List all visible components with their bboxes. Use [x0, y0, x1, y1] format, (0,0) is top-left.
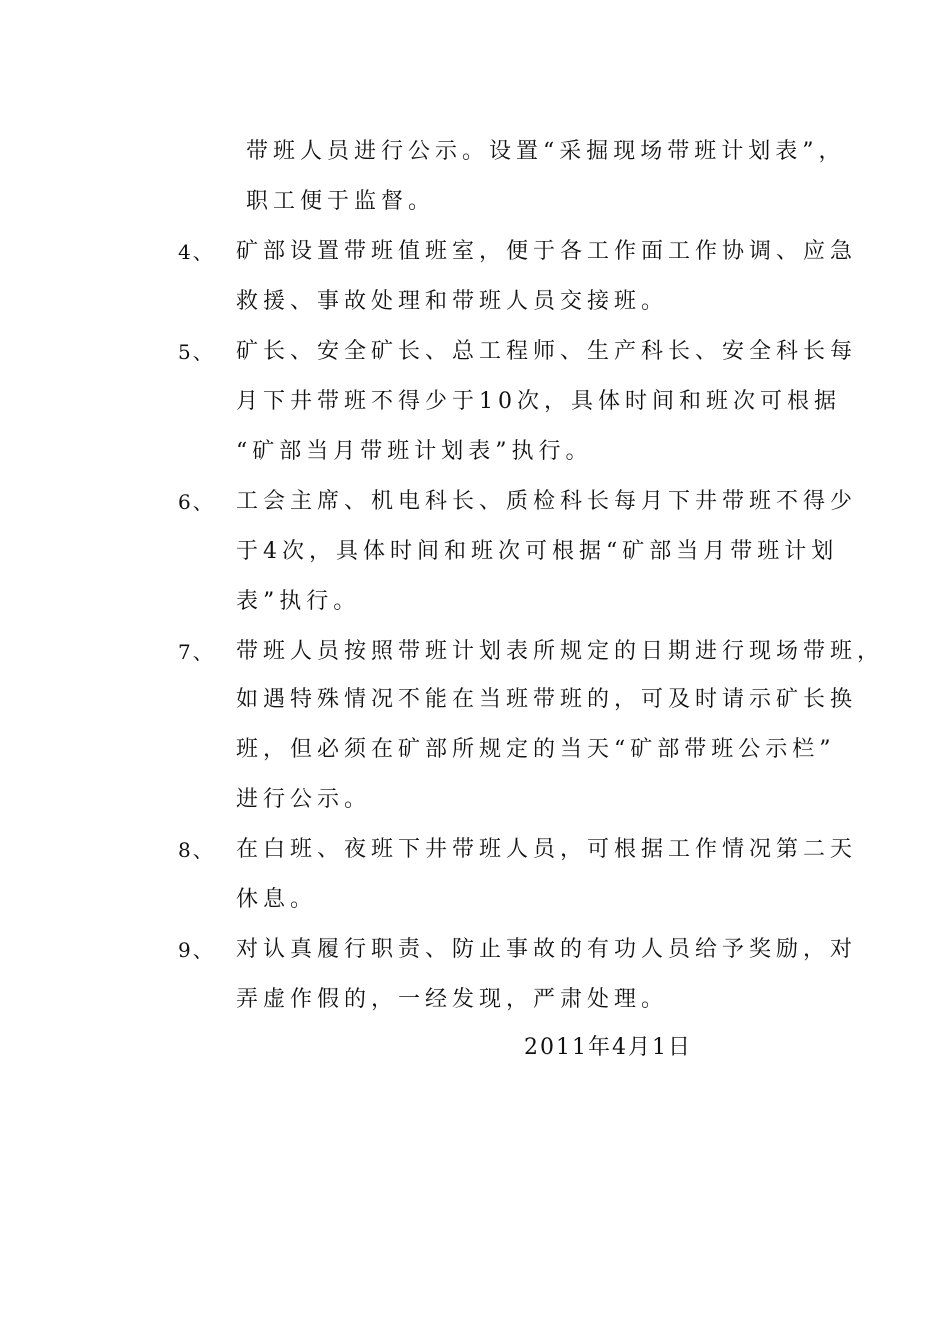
item-5-number: 5、	[178, 340, 215, 364]
item-9-line-1: 对认真履行职责、防止事故的有功人员给予奖励，对	[236, 937, 858, 962]
item-8-line-2: 休息。	[236, 887, 318, 912]
item-9-number: 9、	[178, 938, 215, 962]
item-5-line-2: 月下井带班不得少于10次，具体时间和班次可根据	[236, 389, 841, 414]
item-6-line-3: 表”执行。	[236, 589, 361, 614]
document-date: 2011年4月1日	[524, 1035, 692, 1060]
item-8-number: 8、	[178, 838, 215, 862]
continuation-line-2: 职工便于监督。	[246, 189, 436, 214]
item-5-line-1: 矿长、安全矿长、总工程师、生产科长、安全科长每	[236, 339, 858, 364]
item-7-line-1: 带班人员按照带班计划表所规定的日期进行现场带班，	[236, 639, 885, 664]
item-4-line-2: 救援、事故处理和带班人员交接班。	[236, 289, 669, 314]
item-4-line-1: 矿部设置带班值班室，便于各工作面工作协调、应急	[236, 239, 858, 264]
item-7-line-4: 进行公示。	[236, 787, 372, 812]
item-4-number: 4、	[178, 240, 215, 264]
continuation-line-1: 带班人员进行公示。设置“采掘现场带班计划表”，	[246, 139, 846, 164]
item-7-line-3: 班，但必须在矿部所规定的当天“矿部带班公示栏”	[236, 737, 836, 762]
item-7-number: 7、	[178, 640, 215, 664]
item-6-line-1: 工会主席、机电科长、质检科长每月下井带班不得少	[236, 489, 858, 514]
item-9-line-2: 弄虚作假的，一经发现，严肃处理。	[236, 987, 669, 1012]
item-5-line-3: “矿部当月带班计划表”执行。	[236, 439, 593, 464]
item-8-line-1: 在白班、夜班下井带班人员，可根据工作情况第二天	[236, 837, 858, 862]
item-7-line-2: 如遇特殊情况不能在当班带班的，可及时请示矿长换	[236, 687, 858, 712]
item-6-line-2: 于4次，具体时间和班次可根据“矿部当月带班计划	[236, 539, 839, 564]
item-6-number: 6、	[178, 490, 215, 514]
